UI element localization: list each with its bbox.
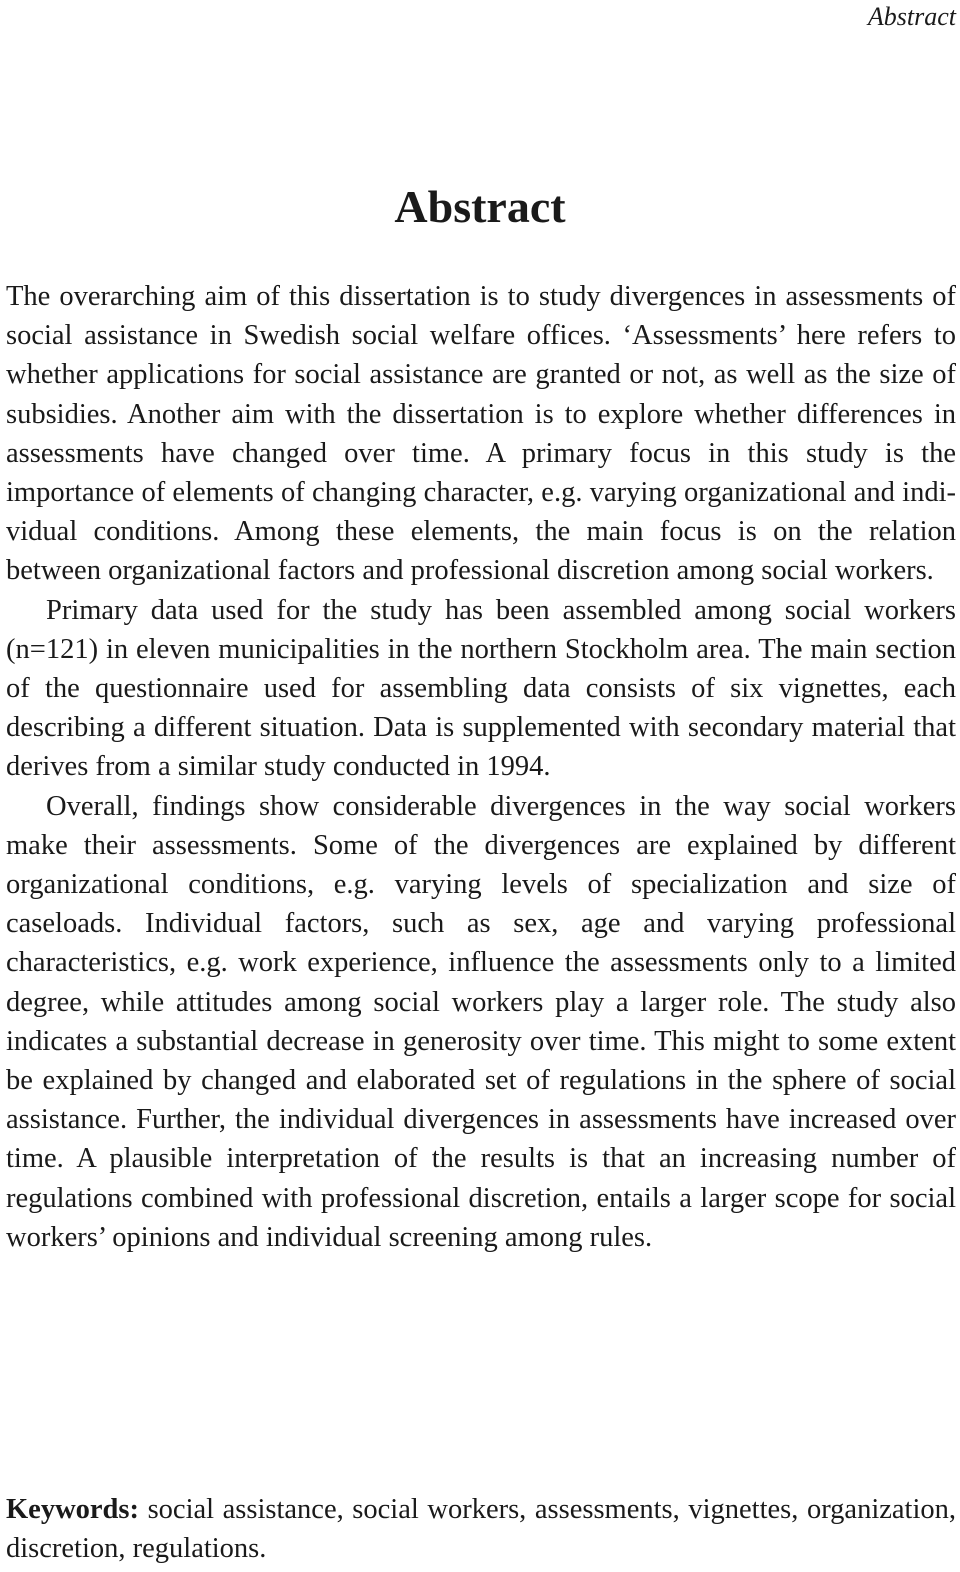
abstract-body <box>6 277 956 1257</box>
abstract-paragraph-2: Primary data used for the study has been assembled among social workers (n=121) in eleven municipalities in the northern Stockholm area. The main section of the questionnaire used for assembling data consists of six vignettes, each describing a different situation. Data is supplemented with secondary material that derives from a similar study conducted in 1994. <box>6 594 956 783</box>
running-header: Abstract <box>867 2 956 31</box>
keywords-text: social assistance, social workers, assessments, vignettes, organization, discretion, regulations. <box>6 1494 957 1565</box>
keywords-label: Keywords: <box>6 1494 139 1525</box>
abstract-paragraph-1: The overarching aim of this dissertation is to study divergences in assessments of social assistance in Swedish social welfare offices. ‘Assessments’ here refers to whether applications for social assistance are granted or not, as well as the size of subsidies. Another aim with the dissertation is to explore whether differences in assessments have changed over time. A primary focus in this study is the importance of elements of changing character, e.g. varying organizational and individual conditions. Among these elements, the main focus is on the relation between organizational factors and professional discretion among social workers. <box>6 281 956 587</box>
abstract-paragraph-3: Overall, findings show considerable divergences in the way social workers make their assessments. Some of the divergences are explained by different organizational conditions, e.g. varying levels of specialization and size of caseloads. Individual factors, such as sex, age and varying professional characteristics, e.g. work experience, influence the assessments only to a limited degree, while attitudes among social workers play a larger role. The study also indicates a substantial decrease in generosity over time. This might to some extent be explained by changed and elaborated set of regulations in the sphere of social assistance. Further, the individual divergences in assessments have increased over time. A plausible interpretation of the results is that an increasing number of regulations combined with professional discretion, entails a larger scope for social workers’ opinions and individual screening among rules. <box>6 790 956 1253</box>
page-title: Abstract <box>394 181 566 232</box>
keywords <box>6 1490 956 1568</box>
